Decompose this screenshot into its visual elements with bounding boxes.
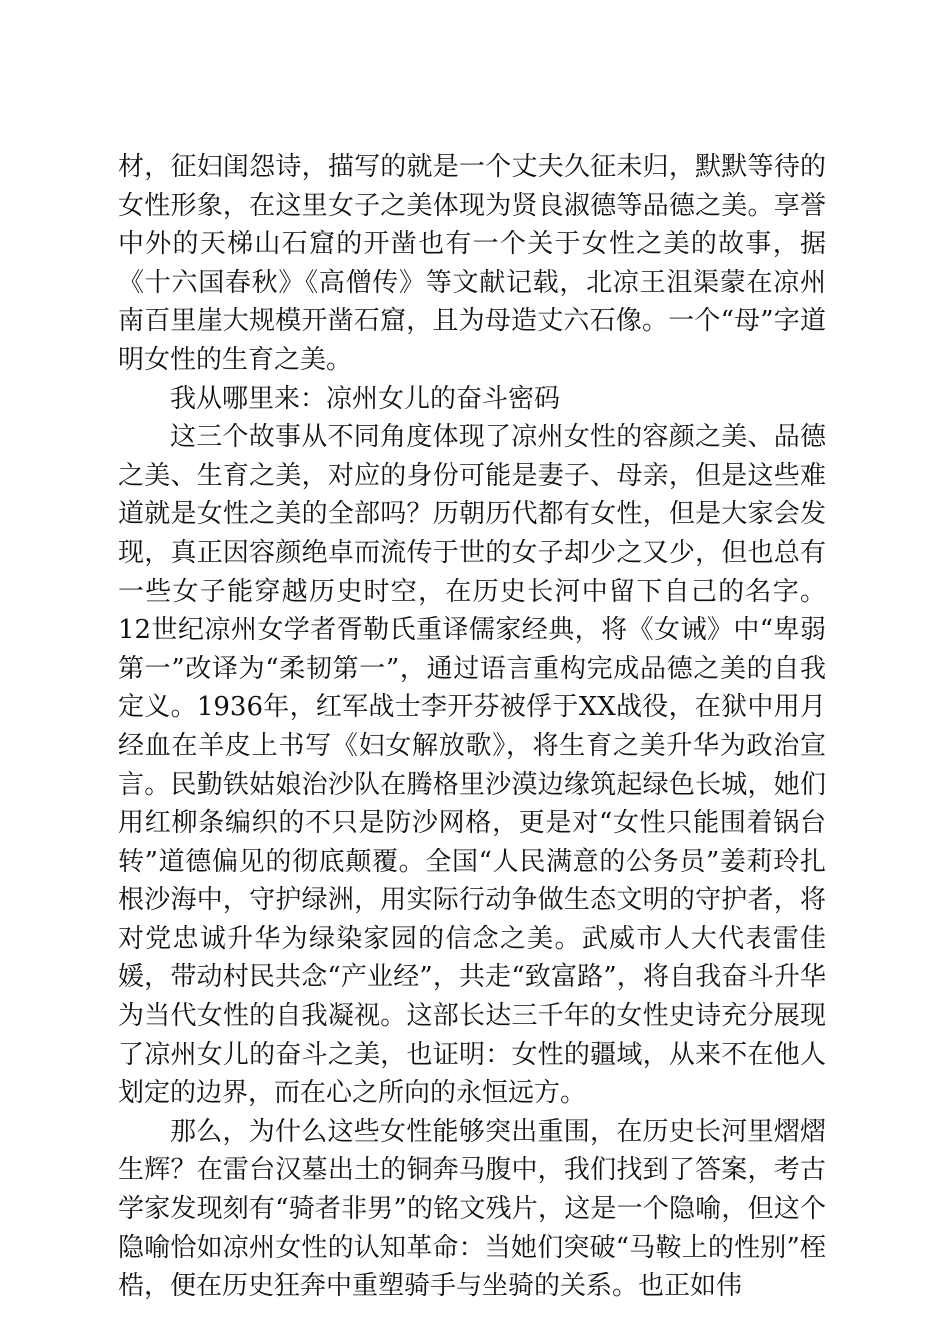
paragraph-body: 那么，为什么这些女性能够突出重围，在历史长河里熠熠生辉？在雷台汉墓出土的铜奔马腹中，我们找到了答案，考古学家发现刻有“骑者非男”的铭文残片，这是一个隐喻，但这个隐喻恰如凉州女性的认知革命：当她们突破“马鞍上的性别”桎梏，便在历史狂奔中重塑骑手与坐骑的关系。也正如伟 <box>118 1116 826 1302</box>
document-page <box>118 148 826 1306</box>
paragraph-continuation: 材，征妇闺怨诗，描写的就是一个丈夫久征未归，默默等待的女性形象，在这里女子之美体现为贤良淑德等品德之美。享誉中外的天梯山石窟的开凿也有一个关于女性之美的故事，据《十六国春秋》《高僧传》等文献记载，北凉王沮渠蒙在凉州南百里崖大规模开凿石窟，且为母造丈六石像。一个“母”字道明女性的生育之美。 <box>118 152 826 375</box>
section-heading: 我从哪里来：凉州女儿的奋斗密码 <box>170 383 561 414</box>
paragraph-body: 这三个故事从不同角度体现了凉州女性的容颜之美、品德之美、生育之美，对应的身份可能是妻子、母亲，但是这些难道就是女性之美的全部吗？历朝历代都有女性，但是大家会发现，真正因容颜绝卓而流传于世的女子却少之又少，但也总有一些女子能穿越历史时空，在历史长河中留下自己的名字。12世纪凉州女学者胥勒氏重译儒家经典，将《女诫》中“卑弱第一”改译为“柔韧第一”，通过语言重构完成品德之美的自我定义。1936年，红军战士李开芬被俘于XX战役，在狱中用月经血在羊皮上书写《妇女解放歌》，将生育之美升华为政治宣言。民勤铁姑娘治沙队在腾格里沙漠边缘筑起绿色长城，她们用红柳条编织的不只是防沙网格，更是对“女性只能围着锅台转”道德偏见的彻底颠覆。全国“人民满意的公务员”姜莉玲扎根沙海中，守护绿洲，用实际行动争做生态文明的守护者，将对党忠诚升华为绿染家园的信念之美。武威市人大代表雷佳媛，带动村民共念“产业经”，共走“致富路”，将自我奋斗升华为当代女性的自我凝视。这部长达三千年的女性史诗充分展现了凉州女儿的奋斗之美，也证明：女性的疆域，从来不在他人划定的边界，而在心之所向的永恒远方。 <box>118 422 826 1109</box>
